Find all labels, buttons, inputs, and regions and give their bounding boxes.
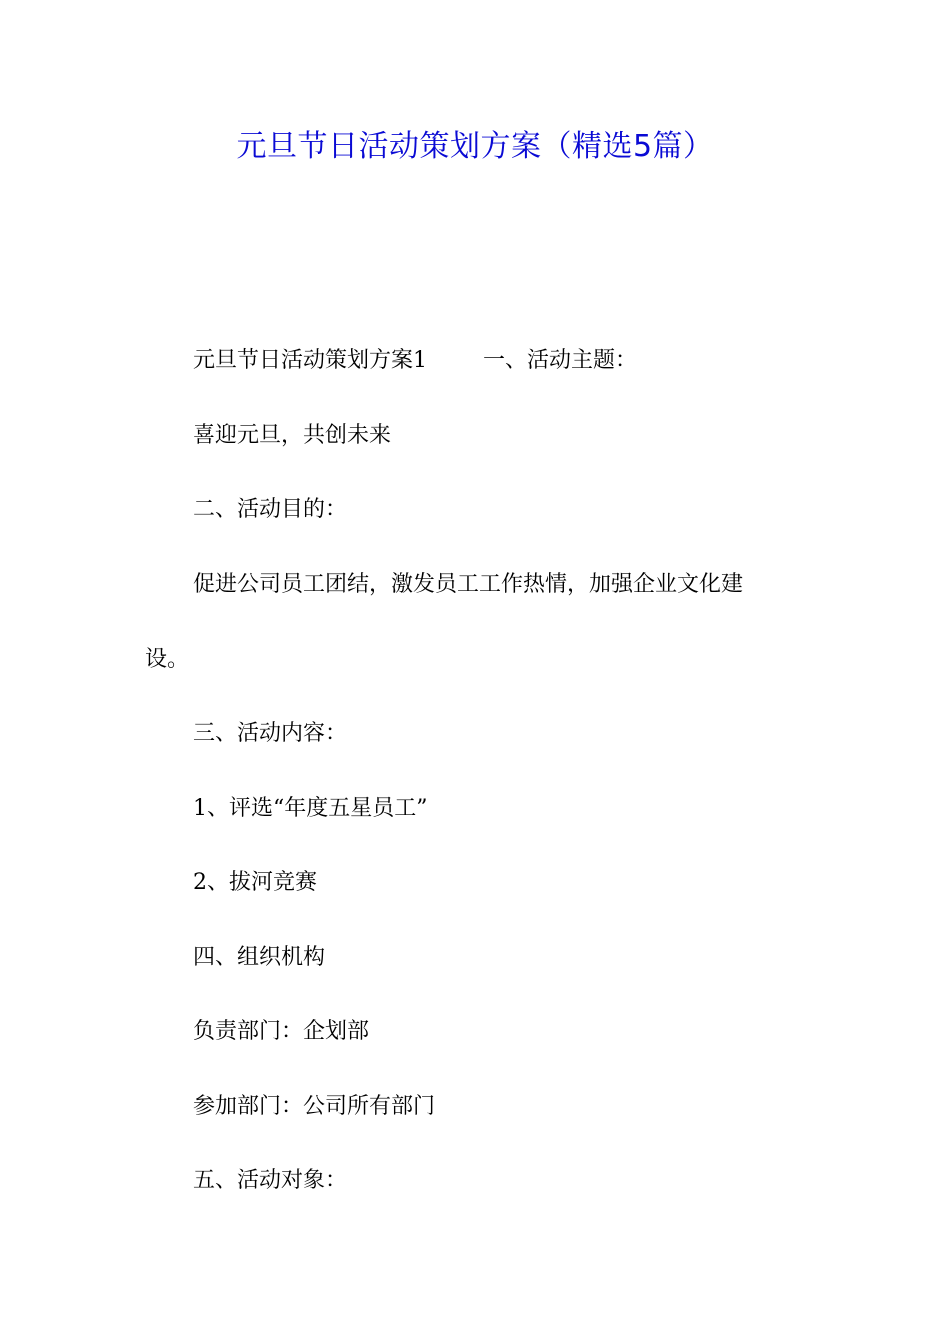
- purpose-text-line1: 促进公司员工团结，激发员工工作热情，加强企业文化建: [193, 572, 744, 597]
- document-title: 元旦节日活动策划方案（精选5篇）: [236, 129, 714, 164]
- participating-depts-text: 参加部门：公司所有部门: [193, 1094, 436, 1119]
- responsible-dept-text: 负责部门：企划部: [193, 1019, 370, 1044]
- content-item: 2、拔河竞赛: [193, 870, 317, 895]
- section-heading-theme: 一、活动主题：: [483, 348, 638, 373]
- content-item: 1、评选“年度五星员工”: [193, 796, 428, 821]
- theme-text: 喜迎元旦，共创未来: [193, 423, 392, 448]
- intro-line: [145, 348, 858, 374]
- purpose-text-line2: 设。: [145, 647, 190, 672]
- section-heading-content: 三、活动内容：: [193, 721, 348, 746]
- section-heading-purpose: 二、活动目的：: [193, 497, 348, 522]
- section-heading-audience: 五、活动对象：: [193, 1168, 348, 1193]
- section-heading-organization: 四、组织机构: [193, 945, 326, 970]
- plan-heading: 元旦节日活动策划方案1: [193, 348, 427, 373]
